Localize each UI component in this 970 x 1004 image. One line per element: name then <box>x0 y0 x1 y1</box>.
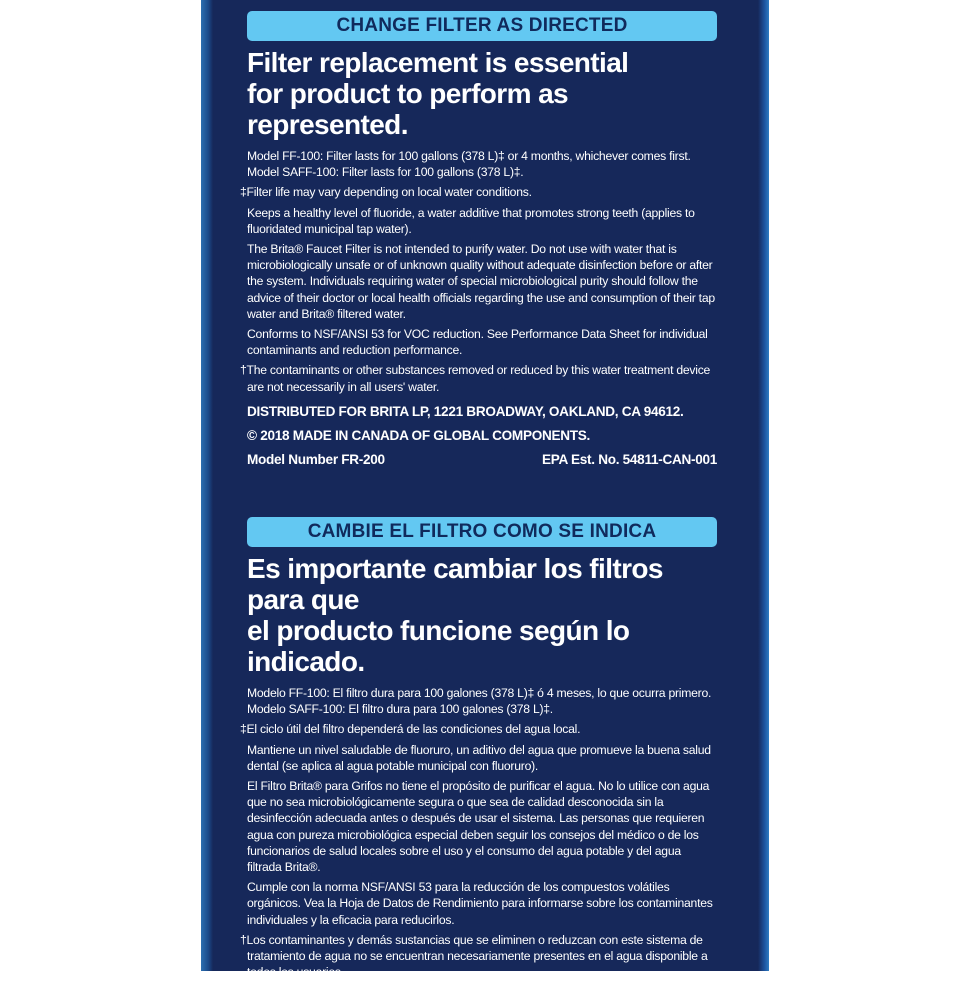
english-footnote-dagger <box>240 362 717 394</box>
english-banner: CHANGE FILTER AS DIRECTED <box>247 11 717 41</box>
spanish-headline <box>247 553 717 677</box>
english-footnote-double-dagger-text: Filter life may vary depending on local water conditions. <box>246 185 532 200</box>
spanish-headline-line-1: Es importante cambiar los filtros para que <box>247 553 663 615</box>
spanish-model-ff: Modelo FF-100: El filtro dura para 100 galones (378 L)‡ ó 4 meses, lo que ocurra primero. <box>247 686 712 700</box>
spanish-model-lines <box>247 685 717 717</box>
spanish-headline-line-2: el producto funcione según lo indicado. <box>247 615 630 677</box>
english-model-lines <box>247 148 717 180</box>
spanish-model-saff: Modelo SAFF-100: El filtro dura para 100 galones (378 L)‡. <box>247 702 553 717</box>
dagger-mark: † <box>240 932 247 947</box>
english-model-number: Model Number FR-200 <box>247 451 385 467</box>
spanish-footnote-dagger <box>240 932 717 981</box>
english-epa-number: EPA Est. No. 54811-CAN-001 <box>541 451 717 467</box>
english-conforms: Conforms to NSF/ANSI 53 for VOC reduction. See Performance Data Sheet for individual contaminants and reduction performance. <box>247 327 708 358</box>
english-footnote-dagger-text: The contaminants or other substances removed or reduced by this water treatment device are not necessarily in all users' water. <box>246 363 711 394</box>
english-footnote-double-dagger <box>240 184 717 200</box>
spanish-banner: CAMBIE EL FILTRO COMO SE INDICA <box>247 517 717 547</box>
english-headline <box>247 47 717 140</box>
english-purify-warning: The Brita® Faucet Filter is not intended to purify water. Do not use with water that is microbiologically unsafe or of unknown quality without adequate disinfection before or after the system. Individuals requiring water of special microbiological purity should follow the advice of their doctor or local health officials regarding the use and consumption of their tap water and Brita® filtered water. <box>247 242 715 321</box>
english-model-ff: Model FF-100: Filter lasts for 100 gallons (378 L)‡ or 4 months, whichever comes first. <box>247 149 691 163</box>
english-copyright: © 2018 MADE IN CANADA OF GLOBAL COMPONENTS. <box>247 427 591 443</box>
spanish-footnote-dagger-text: Los contaminantes y demás sustancias que se eliminen o reduzcan con este sistema de tratamiento de agua no se encuentran necesariamente presentes en el agua disponible a todos los usuarios. <box>246 932 708 980</box>
spanish-epa-number: EPA Est. No. 54811-CAN-001 <box>541 987 717 1003</box>
english-model-saff: Model SAFF-100: Filter lasts for 100 gallons (378 L)‡. <box>247 165 524 180</box>
english-model-row <box>247 451 717 469</box>
spanish-purify-warning: El Filtro Brita® para Grifos no tiene el propósito de purificar el agua. No lo utilice con agua que no sea microbiológicamente segura o que sea de calidad desconocida sin la desinfección adecuada antes o después de usar el sistema. Las personas que requieren agua con pureza microbiológica especial deben seguir los consejos del médico o de los funcionarios de salud locales sobre el uso y el consumo del agua potable y del agua filtrada Brita®. <box>247 779 710 875</box>
english-headline-line-1: Filter replacement is essential <box>247 47 629 78</box>
spanish-fluoride: Mantiene un nivel saludable de fluoruro, un aditivo del agua que promueve la buena salud dental (se aplica al agua potable municipal con fluoruro). <box>247 742 711 773</box>
dagger-mark: † <box>240 363 247 378</box>
spanish-footnote-double-dagger-text: El ciclo útil del filtro dependerá de las condiciones del agua local. <box>246 722 581 737</box>
english-distributed: DISTRIBUTED FOR BRITA LP, 1221 BROADWAY, OAKLAND, CA 94612. <box>247 403 684 419</box>
english-section <box>240 11 717 469</box>
package-left-edge <box>201 0 213 971</box>
spanish-footnote-double-dagger <box>240 721 717 737</box>
spanish-model-row <box>247 986 717 1004</box>
english-headline-line-2: for product to perform as represented. <box>247 78 569 140</box>
spanish-conforms: Cumple con la norma NSF/ANSI 53 para la reducción de los compuestos volátiles orgánicos. Vea la Hoja de Datos de Rendimiento para informarse sobre los contaminantes individuales y la eficacia para reducirlos. <box>247 880 713 927</box>
double-dagger-mark: ‡ <box>240 185 247 200</box>
spanish-model-number: Modelo Número FR-200 <box>247 987 393 1003</box>
english-fluoride: Keeps a healthy level of fluoride, a water additive that promotes strong teeth (applies to fluoridated municipal tap water). <box>247 205 695 236</box>
package-right-edge <box>758 0 769 971</box>
double-dagger-mark: ‡ <box>240 722 247 737</box>
spanish-section <box>240 517 717 1004</box>
